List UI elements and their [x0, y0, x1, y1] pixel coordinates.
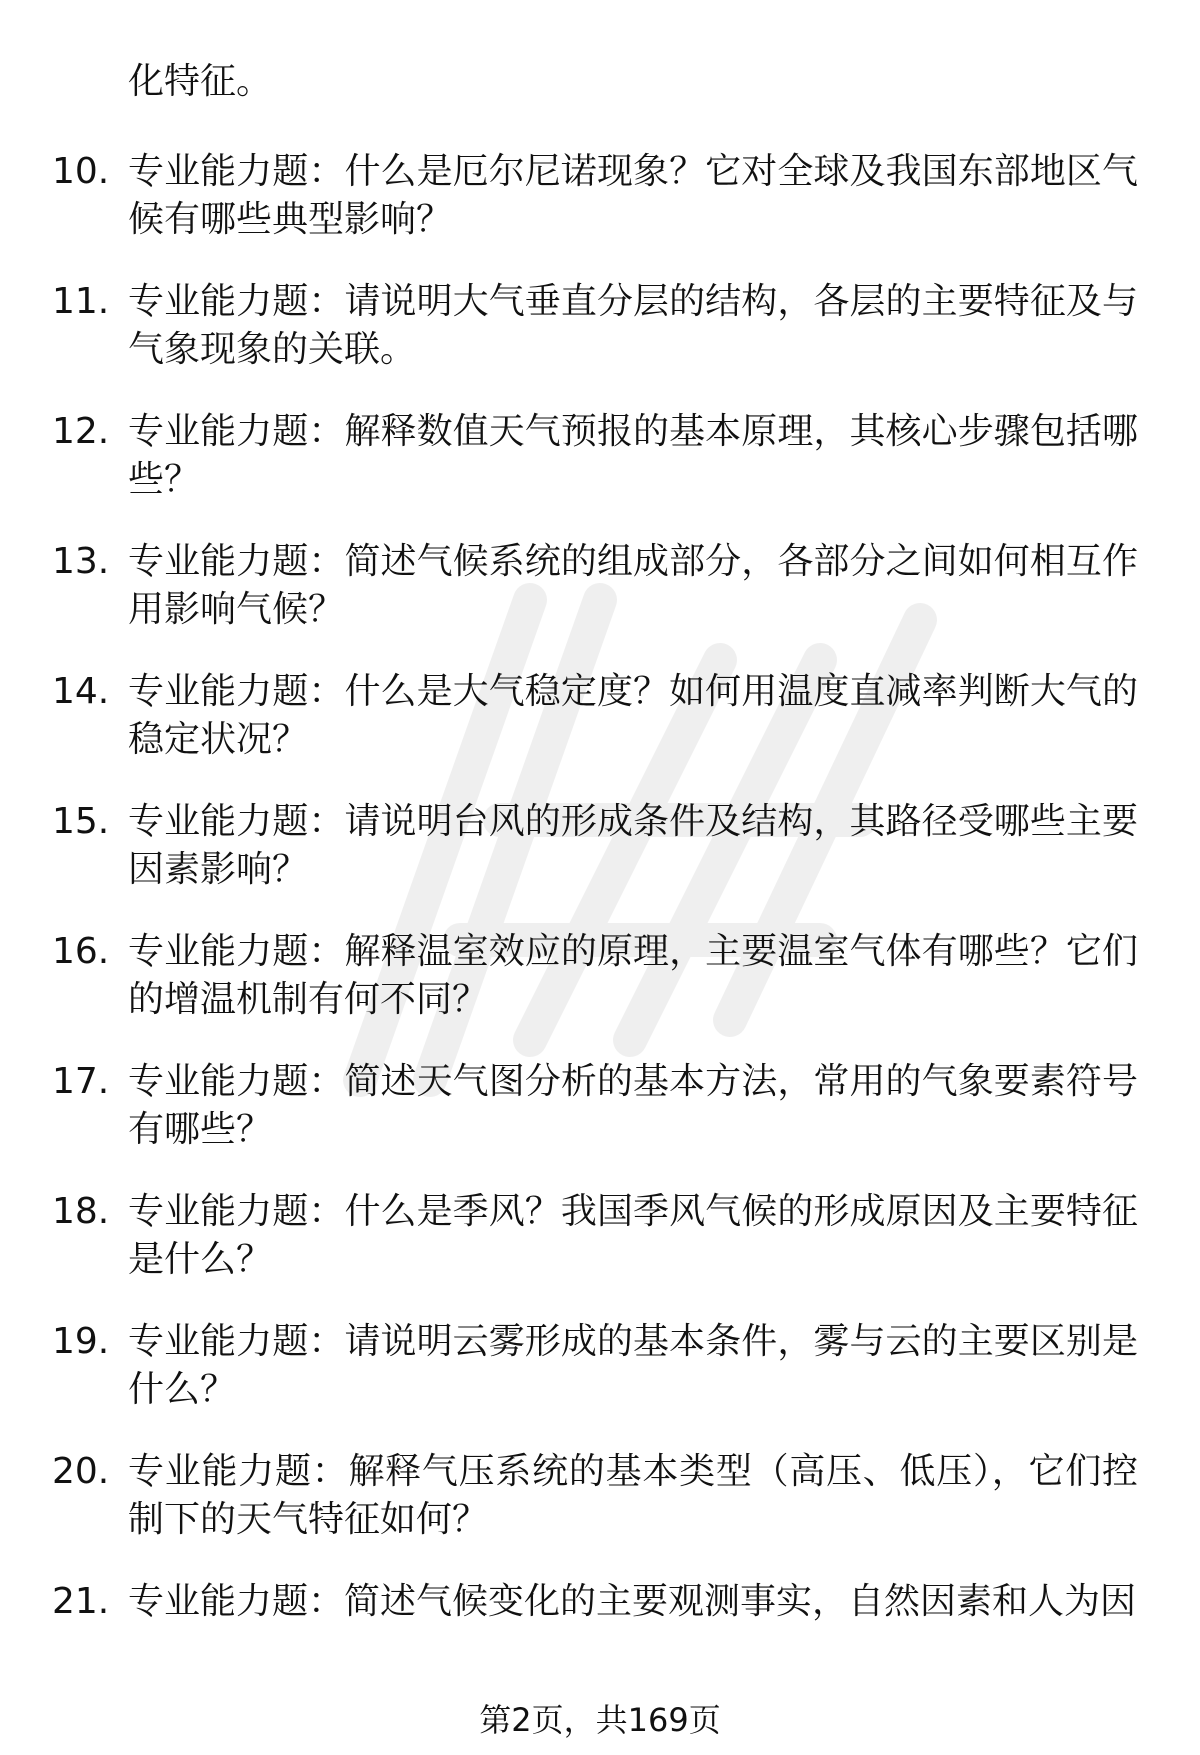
question-text: 专业能力题：什么是季风？我国季风气候的形成原因及主要特征是什么？: [128, 1191, 1138, 1280]
question-number: 13.: [52, 541, 110, 582]
question-number: 11.: [52, 281, 110, 322]
question-number: 18.: [52, 1191, 110, 1232]
question-text: 专业能力题：简述天气图分析的基本方法，常用的气象要素符号有哪些？: [128, 1061, 1138, 1150]
question-number: 12.: [52, 411, 110, 452]
question-number: 16.: [52, 931, 110, 972]
question-item: [0, 408, 1200, 538]
question-text: 专业能力题：简述气候系统的组成部分，各部分之间如何相互作用影响气候？: [128, 541, 1138, 630]
question-text: 专业能力题：什么是大气稳定度？如何用温度直减率判断大气的稳定状况？: [128, 671, 1138, 760]
question-item: [0, 1188, 1200, 1318]
question-text: 专业能力题：请说明大气垂直分层的结构，各层的主要特征及与气象现象的关联。: [128, 281, 1138, 370]
question-item: [0, 148, 1200, 278]
question-item: [0, 1058, 1200, 1188]
question-list: [0, 148, 1200, 1708]
question-item: [0, 1578, 1200, 1708]
question-item: [0, 928, 1200, 1058]
question-item: [0, 538, 1200, 668]
question-number: 19.: [52, 1321, 110, 1362]
question-text: 专业能力题：请说明台风的形成条件及结构，其路径受哪些主要因素影响？: [128, 801, 1138, 890]
question-item: [0, 1318, 1200, 1448]
question-item: [0, 1448, 1200, 1578]
question-text: 专业能力题：解释数值天气预报的基本原理，其核心步骤包括哪些？: [128, 411, 1138, 500]
question-number: 10.: [52, 151, 110, 192]
question-item: [0, 278, 1200, 408]
question-item: [0, 668, 1200, 798]
question-text: 专业能力题：请说明云雾形成的基本条件，雾与云的主要区别是什么？: [128, 1321, 1138, 1410]
question-item: [0, 798, 1200, 928]
question-number: 17.: [52, 1061, 110, 1102]
page-number-label: 第2页，共169页: [479, 1701, 721, 1739]
question-text: 专业能力题：简述气候变化的主要观测事实，自然因素和人为因: [128, 1581, 1137, 1622]
question-number: 21.: [52, 1581, 110, 1622]
question-number: 14.: [52, 671, 110, 712]
continuation-text: 化特征。: [128, 61, 273, 102]
question-text: 专业能力题：解释温室效应的原理，主要温室气体有哪些？它们的增温机制有何不同？: [128, 931, 1138, 1020]
page-footer: [0, 1700, 1200, 1740]
question-number: 15.: [52, 801, 110, 842]
question-text: 专业能力题：解释气压系统的基本类型（高压、低压），它们控制下的天气特征如何？: [128, 1451, 1138, 1540]
question-number: 20.: [52, 1451, 110, 1492]
question-text: 专业能力题：什么是厄尔尼诺现象？它对全球及我国东部地区气候有哪些典型影响？: [128, 151, 1138, 240]
